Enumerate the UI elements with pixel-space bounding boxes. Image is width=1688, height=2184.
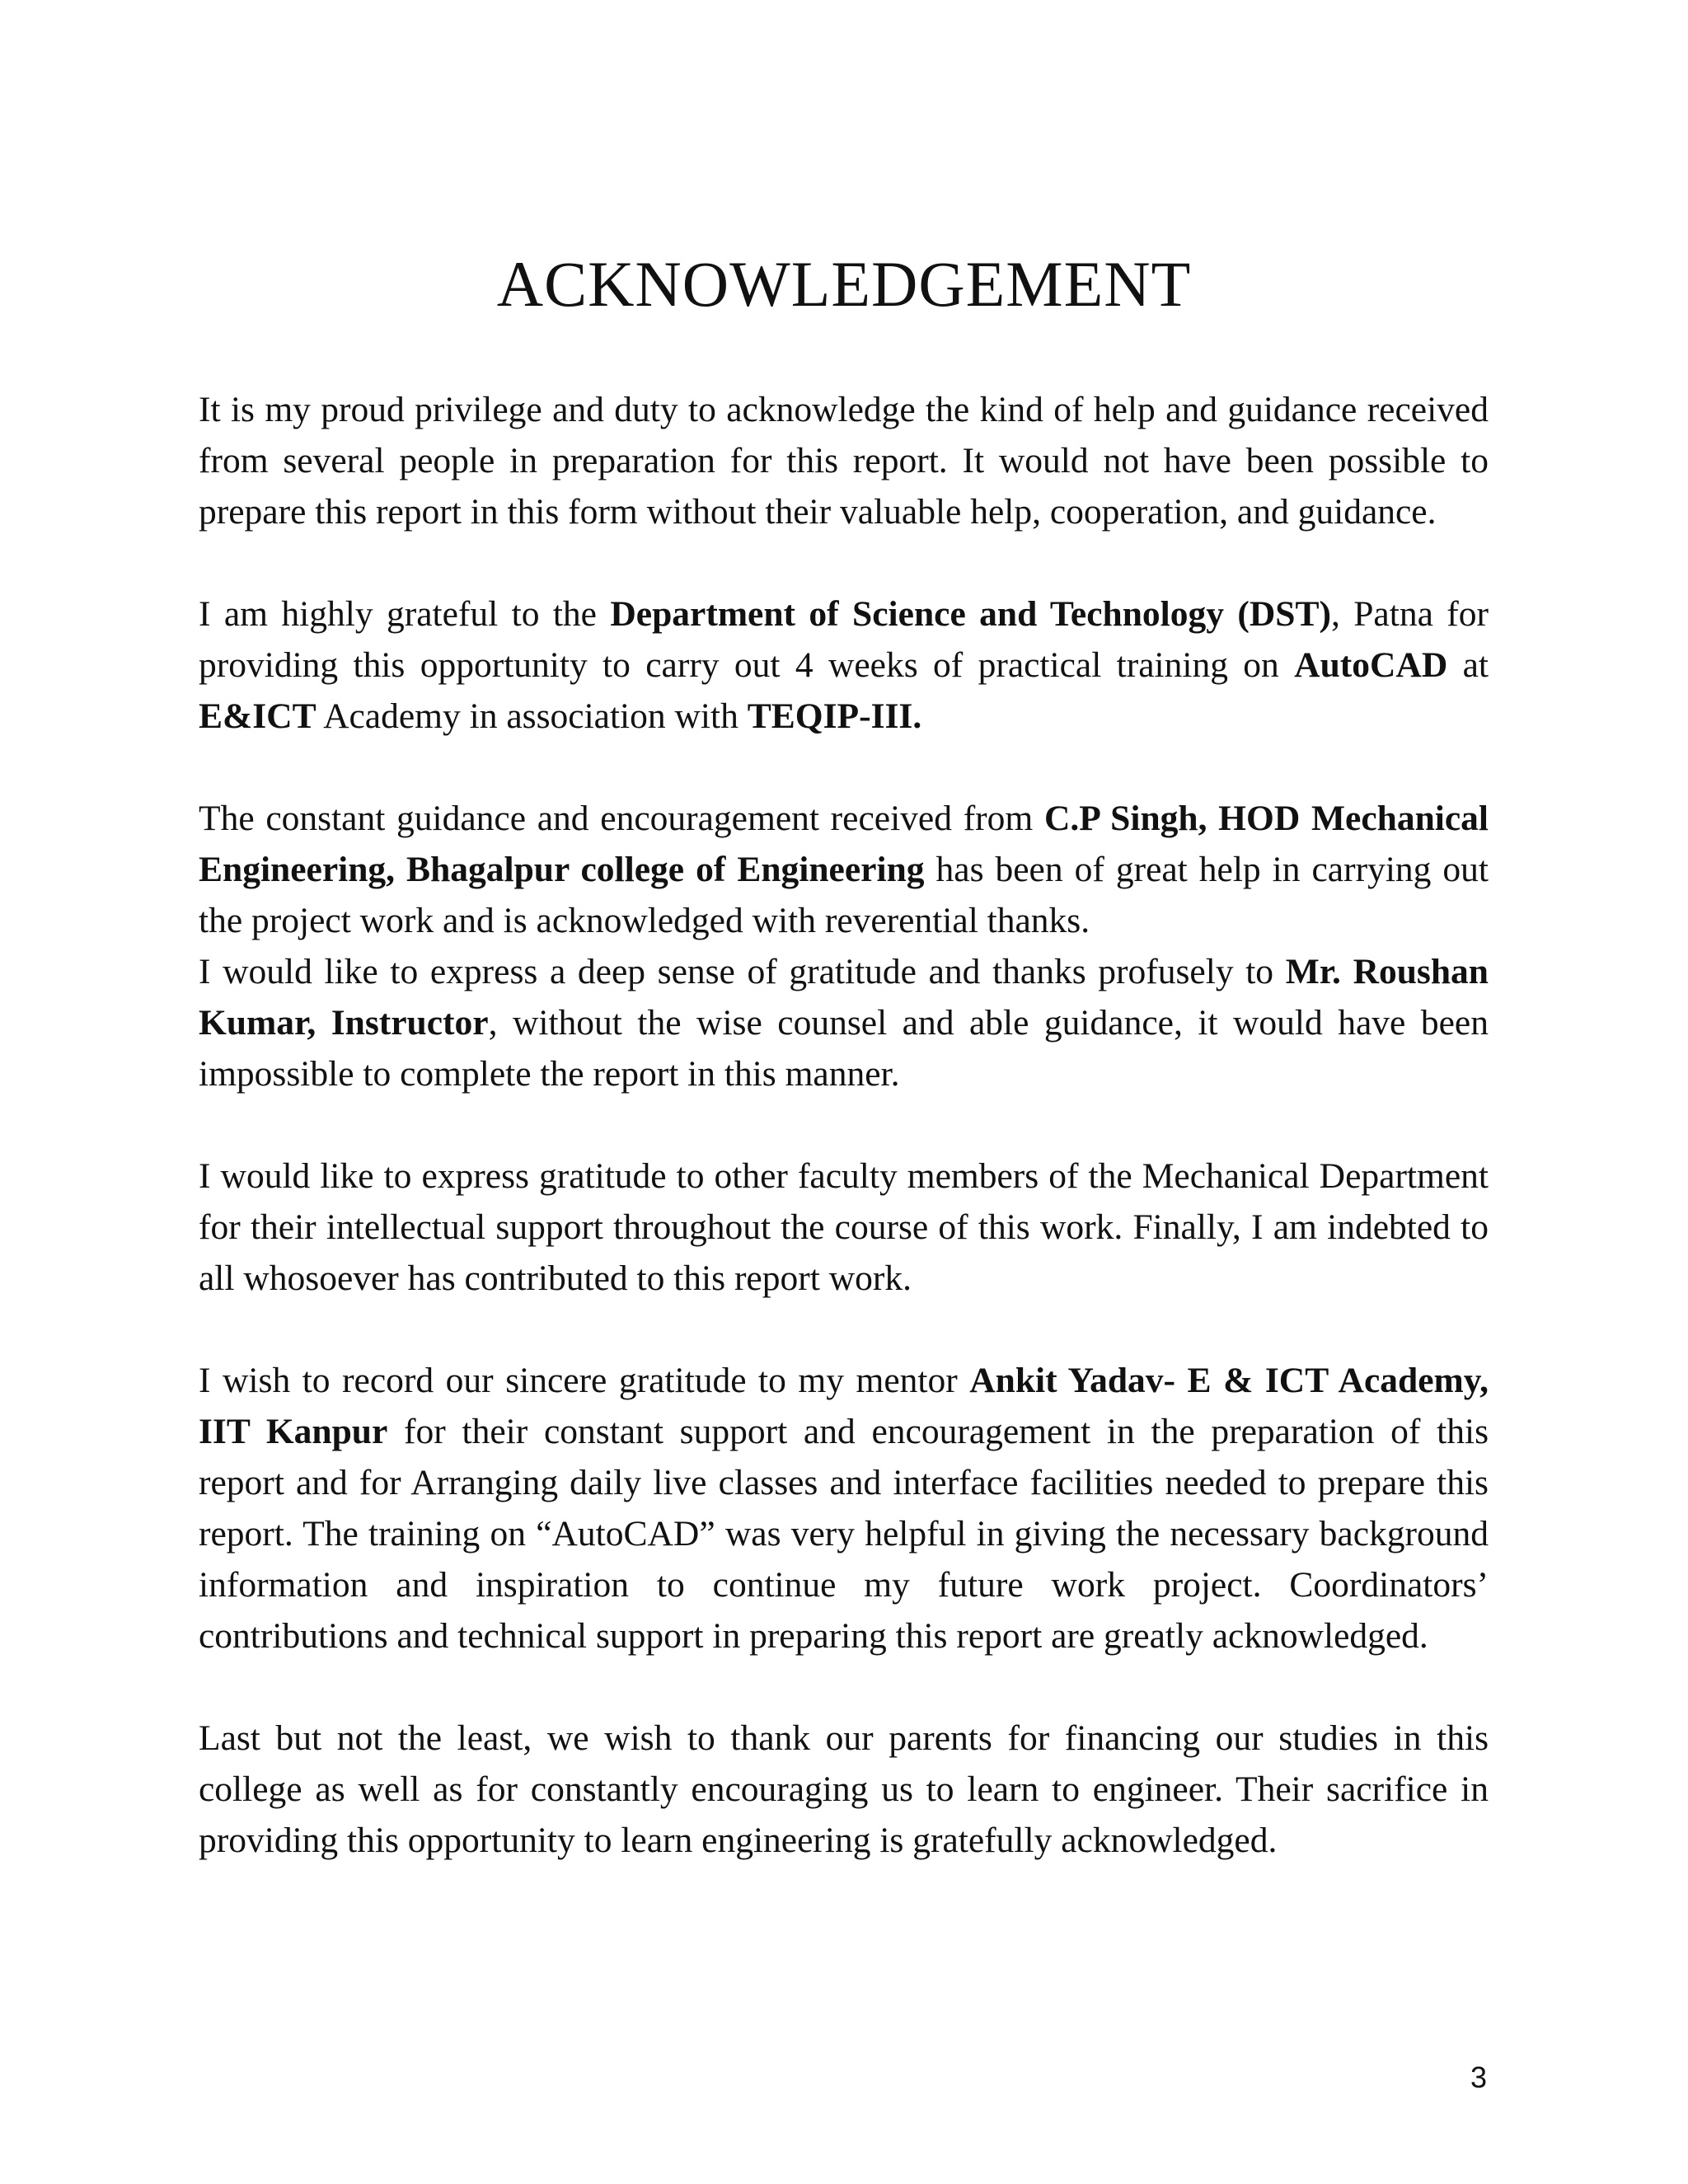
paragraph-parents: Last but not the least, we wish to thank our parents for financing our studies in this college as well as for constantly encouraging us to learn to engineer. Their sacrifice in providing this opportunity to learn engineering is gratefully acknowledged.	[199, 1718, 1489, 1860]
text-span: I am highly grateful to the	[199, 594, 611, 634]
text-span: The constant guidance and encouragement received from	[199, 799, 1044, 838]
paragraph-privilege: It is my proud privilege and duty to acknowledge the kind of help and guidance received from several people in preparation for this report. It would not have been possible to prepare this report in this form without their valuable help, cooperation, and guidance.	[199, 390, 1489, 532]
paragraph-hod	[199, 793, 1489, 946]
bold-instructor: Mr. Roushan Kumar, Instructor	[199, 952, 1489, 1043]
text-span: , Patna for providing this opportunity to carry out 4 weeks of practical training on	[199, 594, 1489, 685]
paragraph-dst	[199, 588, 1489, 742]
text-span: I wish to record our sincere gratitude to my mentor	[199, 1361, 970, 1400]
bold-hod: C.P Singh, HOD Mechanical Engineering, Bhagalpur college of Engineering	[199, 799, 1489, 889]
bold-dst: Department of Science and Technology (DST)	[610, 594, 1331, 634]
page-number: 3	[1470, 2060, 1487, 2094]
text-span: Academy in association with	[316, 696, 748, 736]
bold-autocad: AutoCAD	[1294, 645, 1448, 685]
text-span: , without the wise counsel and able guidance, it would have been impossible to complete the report in this manner.	[199, 1003, 1489, 1094]
text-span: has been of great help in carrying out the project work and is acknowledged with reverential thanks.	[199, 850, 1489, 940]
paragraph-faculty: I would like to express gratitude to other faculty members of the Mechanical Department for their intellectual support throughout the course of this work. Finally, I am indebted to all whosoever has contributed to this report work.	[199, 1156, 1489, 1298]
text-span: at	[1447, 645, 1489, 685]
bold-teqip: TEQIP-III.	[747, 696, 922, 736]
paragraph-mentor	[199, 1355, 1489, 1661]
text-span: I would like to express a deep sense of gratitude and thanks profusely to	[199, 952, 1286, 991]
page-title: ACKNOWLEDGEMENT	[496, 248, 1192, 320]
text-span: for their constant support and encouragement in the preparation of this report and for Arranging daily live classes and interface facilities needed to prepare this report. The training on “AutoCAD” was very helpful in giving the necessary background information and inspiration to continue my future work project. Coordinators’ contributions and technical support in preparing this report are greatly acknowledged.	[199, 1412, 1489, 1656]
acknowledgement-body	[199, 384, 1489, 1866]
bold-eict: E&ICT	[199, 696, 316, 736]
paragraph-instructor	[199, 946, 1489, 1099]
bold-mentor: Ankit Yadav- E & ICT Academy, IIT Kanpur	[199, 1361, 1489, 1451]
